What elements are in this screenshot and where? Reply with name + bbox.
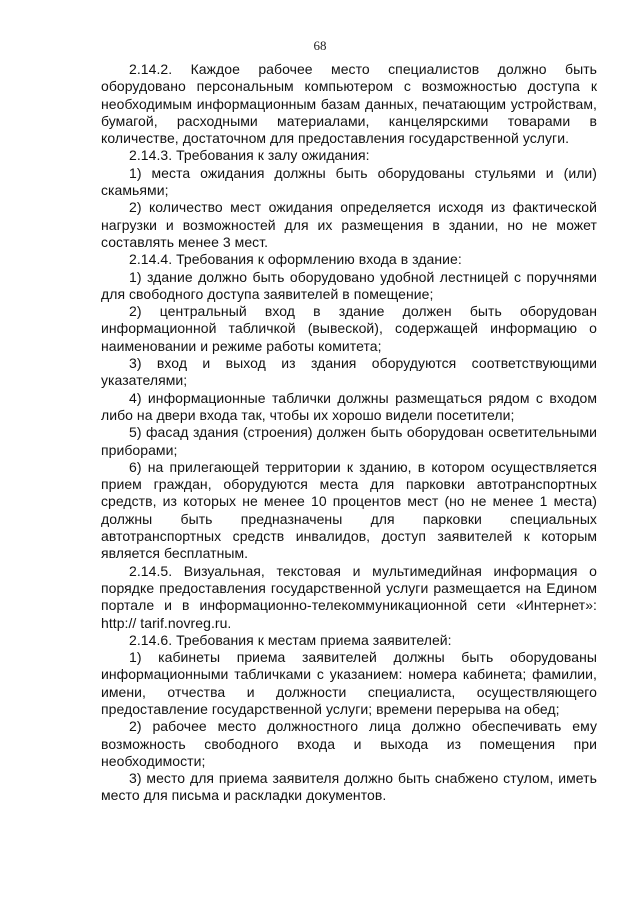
paragraph-2-14-5: 2.14.5. Визуальная, текстовая и мультимедийная информация о порядке предоставления государственной услуги размещается на Едином портале и в информационно-телекоммуникационной сети «Интернет»: http:// tarif.novreg.ru.: [101, 562, 597, 631]
paragraph-2-14-4-item-6: 6) на прилегающей территории к зданию, в котором осуществляется прием граждан, оборудуются места для парковки автотранспортных средств, из которых не менее 10 процентов мест (но не менее 1 места) должны быть предназначены для парковки специальных автотранспортных средств инвалидов, доступ заявителей к которым является бесплатным.: [101, 458, 597, 562]
paragraph-2-14-3-item-2: 2) количество мест ожидания определяется исходя из фактической нагрузки и возможностей для их размещения в здании, но не может составлять менее 3 мест.: [101, 199, 597, 250]
paragraph-2-14-4-item-3: 3) вход и выход из здания оборудуются соответствующими указателями;: [101, 355, 597, 389]
paragraph-2-14-3-heading: 2.14.3. Требования к залу ожидания:: [129, 147, 370, 164]
paragraph-2-14-6-heading: 2.14.6. Требования к местам приема заявителей:: [129, 631, 452, 648]
paragraph-2-14-4-item-1: 1) здание должно быть оборудовано удобной лестницей с поручнями для свободного доступа заявителей в помещение;: [101, 268, 597, 302]
paragraph-2-14-4-item-4: 4) информационные таблички должны размещаться рядом с входом либо на двери входа так, чтобы их хорошо видели посетители;: [101, 389, 597, 423]
paragraph-2-14-6-item-2: 2) рабочее место должностного лица должно обеспечивать ему возможность свободного входа и выхода из помещения при необходимости;: [101, 718, 597, 769]
paragraph-2-14-2: 2.14.2. Каждое рабочее место специалистов должно быть оборудовано персональным компьютером с возможностью доступа к необходимым информационным базам данных, печатающим устройствам, бумагой, расходными материалами, канцелярскими товарами в количестве, достаточном для предоставления государственной услуги.: [101, 61, 597, 147]
paragraph-2-14-4-heading: 2.14.4. Требования к оформлению входа в здание:: [129, 251, 462, 268]
paragraph-2-14-3-item-1: 1) места ожидания должны быть оборудованы стульями и (или) скамьями;: [101, 164, 597, 199]
paragraph-2-14-4-item-5: 5) фасад здания (строения) должен быть оборудован осветительными приборами;: [101, 424, 597, 458]
paragraph-2-14-4-item-2: 2) центральный вход в здание должен быть оборудован информационной табличкой (вывеской), содержащей информацию о наименовании и режиме работы комитета;: [101, 303, 597, 354]
document-body: [101, 61, 597, 805]
page-number: 68: [313, 38, 327, 53]
paragraph-2-14-6-item-1: 1) кабинеты приема заявителей должны быть оборудованы информационными табличками с указанием: номера кабинета; фамилии, имени, отчества и должности специалиста, осуществляющего предоставление государственной услуги; времени перерыва на обед;: [101, 649, 597, 717]
paragraph-2-14-6-item-3: 3) место для приема заявителя должно быть снабжено стулом, иметь место для письма и раскладки документов.: [101, 770, 597, 804]
